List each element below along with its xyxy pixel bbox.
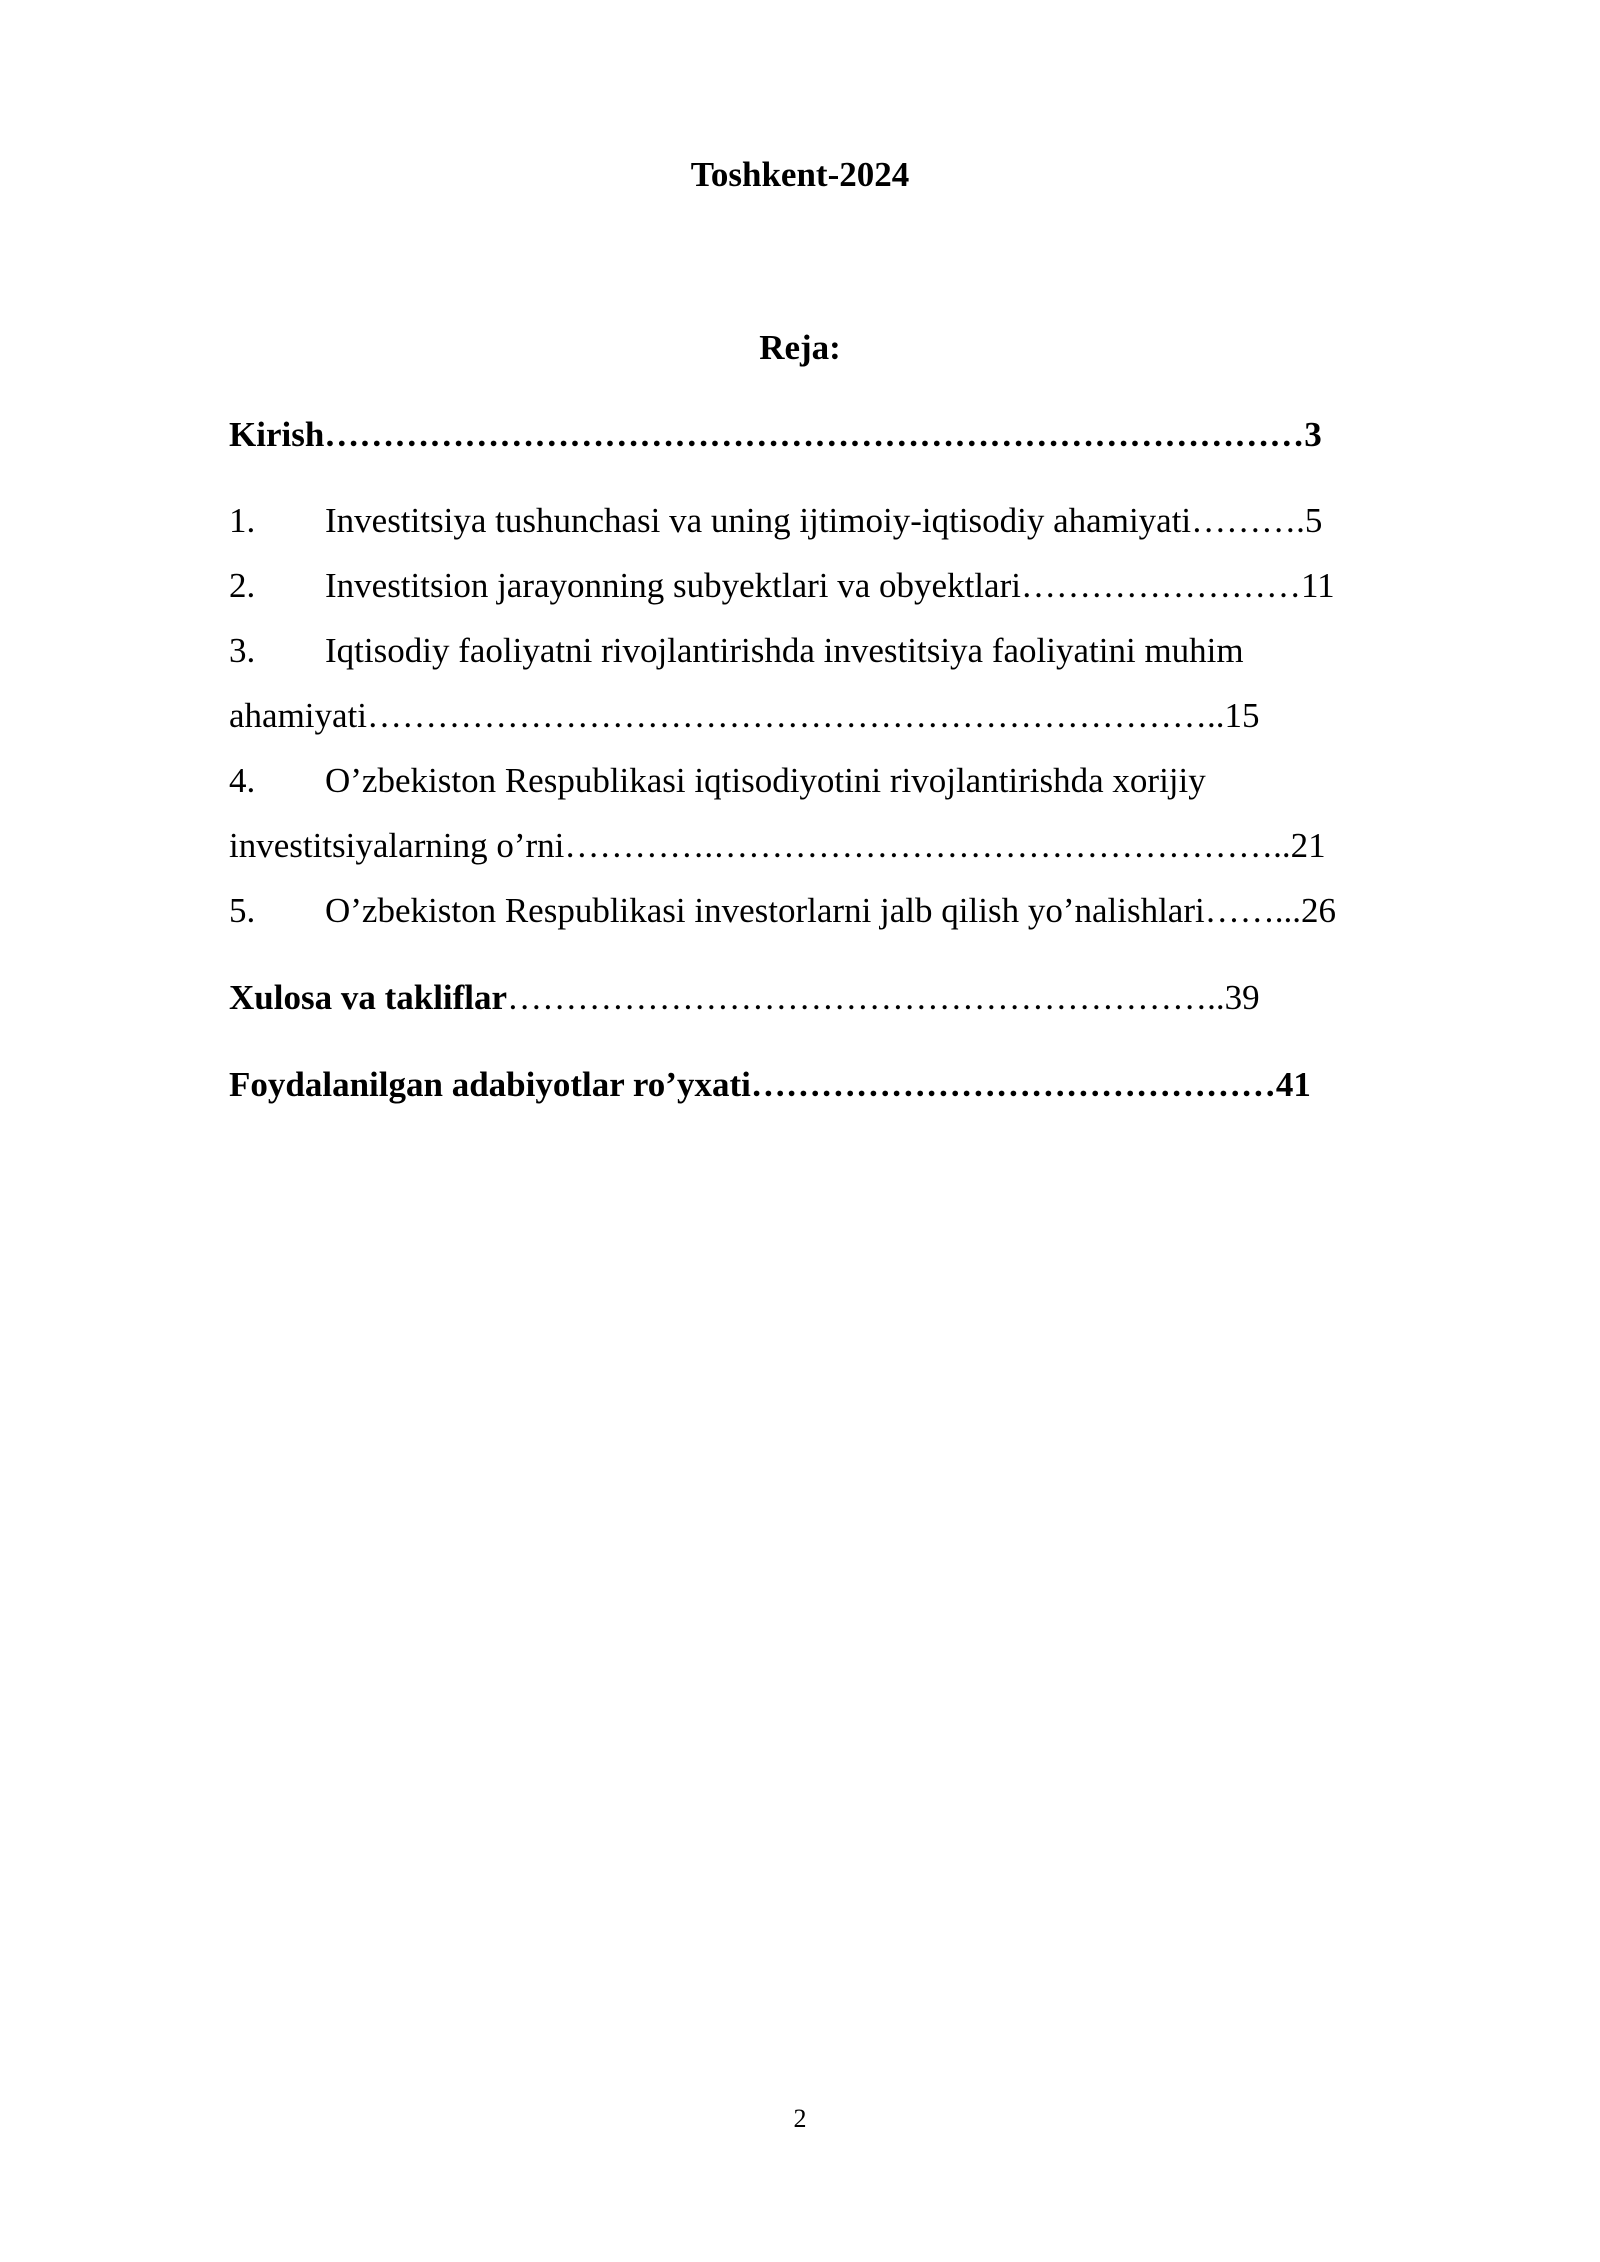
page-number: 2 bbox=[793, 2104, 807, 2133]
toc-conclusion-label: Xulosa va takliflar bbox=[229, 978, 508, 1017]
toc-intro: Kirish…………………………………………………………………………3 bbox=[229, 415, 1322, 454]
toc-item-2 bbox=[229, 563, 1335, 609]
toc-item-4 bbox=[229, 758, 1206, 804]
toc-item-3-continuation: ahamiyati………………………………………………………………..15 bbox=[229, 696, 1260, 735]
toc-item-number: 1. bbox=[229, 501, 256, 540]
toc-item-text: Investitsion jarayonning subyektlari va obyektlari……………………11 bbox=[325, 566, 1335, 605]
city-year-heading: Toshkent-2024 bbox=[690, 155, 910, 194]
toc-conclusion bbox=[229, 975, 1260, 1021]
toc-item-number: 5. bbox=[229, 891, 256, 930]
toc-conclusion-leader: ……………………………………………………..39 bbox=[507, 978, 1260, 1017]
toc-item-text: O’zbekiston Respublikasi investorlarni jalb qilish yo’nalishlari……...26 bbox=[325, 891, 1336, 930]
toc-item-5 bbox=[229, 888, 1336, 934]
toc-item-number: 3. bbox=[229, 631, 256, 670]
toc-item-text: O’zbekiston Respublikasi iqtisodiyotini rivojlantirishda xorijiy bbox=[325, 761, 1206, 800]
toc-item-text: Iqtisodiy faoliyatni rivojlantirishda investitsiya faoliyatini muhim bbox=[325, 631, 1244, 670]
toc-references: Foydalanilgan adabiyotlar ro’yxati………………………………………41 bbox=[229, 1065, 1311, 1104]
toc-item-4-continuation: investitsiyalarning o’rni………….…………………………………………..21 bbox=[229, 826, 1326, 865]
toc-item-text: Investitsiya tushunchasi va uning ijtimoiy-iqtisodiy ahamiyati……….5 bbox=[325, 501, 1323, 540]
toc-item-1 bbox=[229, 498, 1322, 544]
plan-title: Reja: bbox=[759, 328, 841, 367]
toc-item-number: 2. bbox=[229, 566, 256, 605]
toc-item-3 bbox=[229, 628, 1244, 674]
toc-item-number: 4. bbox=[229, 761, 256, 800]
